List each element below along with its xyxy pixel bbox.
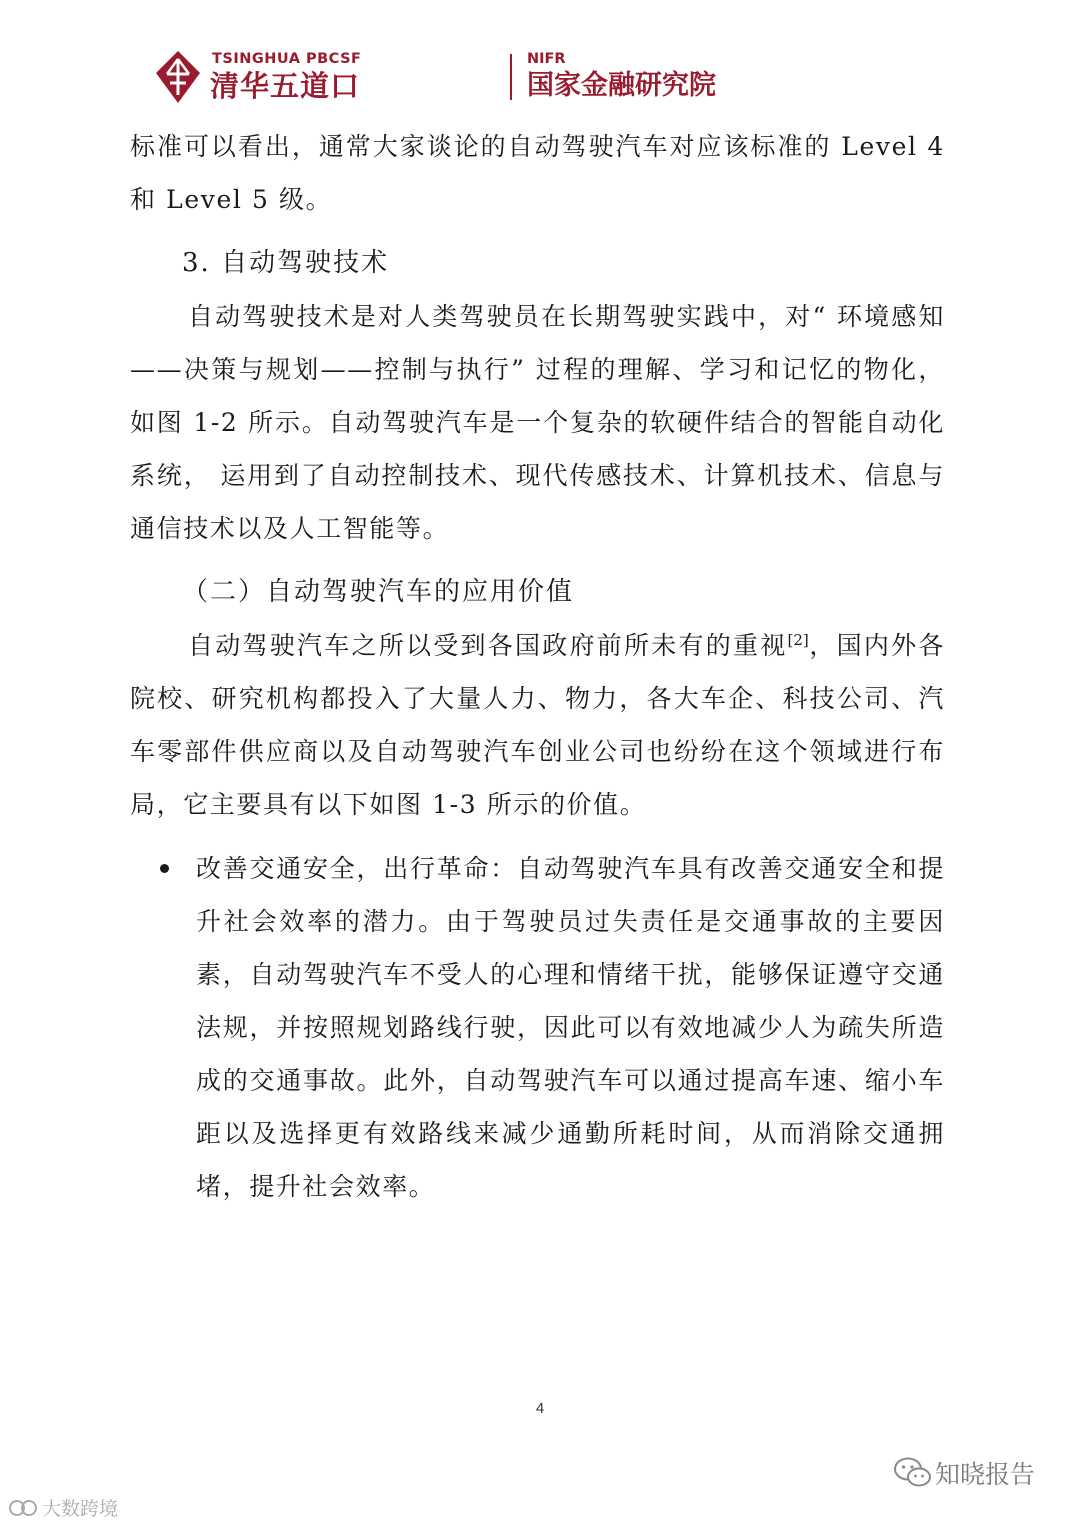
bullet-icon [160,864,169,873]
paragraph-tech: 自动驾驶技术是对人类驾驶员在长期驾驶实践中，对“ 环境感知——决策与规划——控制与执行” 过程的理解、学习和记忆的物化， 如图 1-2 所示。自动驾驶汽车是一个复杂的软硬件结合的智能自动化系统， 运用到了自动控制技术、现代传感技术、计算机技术、信息与通信技术以及人工智能等。 [130,302,945,543]
brand-chinese: 清华五道口 [210,69,361,103]
list-item-text: 改善交通安全，出行革命：自动驾驶汽车具有改善交通安全和提升社会效率的潜力。由于驾驶员过失责任是交通事故的主要因素，自动驾驶汽车不受人的心理和情绪干扰，能够保证遵守交通法规，并按照规划路线行驶，因此可以有效地减少人为疏失所造成的交通事故。此外，自动驾驶汽车可以通过提高车速、缩小车距以及选择更有效路线来减少通勤所耗时间，从而消除交通拥堵，提升社会效率。 [196,854,945,1201]
paragraph-value-text-1: 自动驾驶汽车之所以受到各国政府前所未有的重视 [188,631,788,660]
institute-chinese: 国家金融研究院 [527,70,716,101]
paragraph-value-text-2: ，国内外各院校、研究机构都投入了大量人力、物力，各大车企、科技公司、汽车零部件供应商以及自动驾驶汽车创业公司也纷纷在这个领域进行布局，它主要具有以下如图 1-3 所示的价值。 [130,631,945,819]
page-number: 4 [535,1400,545,1417]
header-divider [510,54,512,100]
document-body [130,120,945,1213]
citation-reference: [2] [787,631,809,649]
section-heading-tech: 3. 自动驾驶技术 [182,248,390,278]
watermark-left-text: 大数跨境 [42,1498,119,1520]
brand-watermark-icon [8,1495,38,1521]
watermark-right [893,1452,1063,1492]
tsinghua-logo-icon [155,50,201,104]
watermark-left [8,1493,178,1523]
watermark-right-text: 知晓报告 [935,1460,1036,1489]
bullet-list [130,842,945,1213]
paragraph-value [130,619,945,831]
section-heading-value: （二）自动驾驶汽车的应用价值 [182,577,575,607]
document-header [155,48,716,110]
brand-english: TSINGHUA PBCSF [212,51,362,67]
wechat-icon [893,1456,933,1490]
paragraph-intro: 标准可以看出，通常大家谈论的自动驾驶汽车对应该标准的 Level 4 和 Level 5 级。 [130,132,945,214]
list-item [130,842,945,1213]
institute-english: NIFR [527,51,566,67]
